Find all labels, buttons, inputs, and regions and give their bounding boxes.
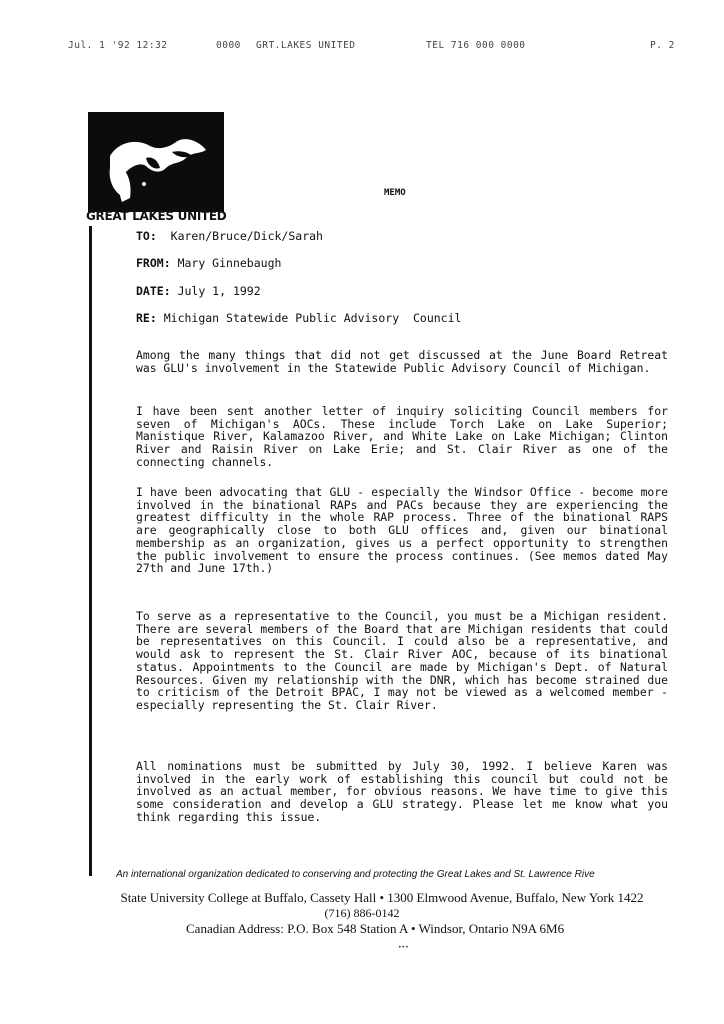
- paragraph-3: I have been advocating that GLU - especially the Windsor Office - become more involved in the binational RAPs and PACs because they are experiencing the greatest difficulty in the whole RAP process. Three of the binational RAPS are geographically close to both GLU offices and, given our binational membership as an organization, gives us a perfect opportunity to strengthen the public involvement to ensure the process continues. (See memos dated May 27th and June 17th.): [136, 485, 668, 576]
- margin-rule: [89, 226, 92, 876]
- great-lakes-map-icon: [88, 112, 224, 212]
- paragraph-4: To serve as a representative to the Council, you must be a Michigan resident. There are several members of the Board that are Michigan residents that could be representatives on this Council. I could also be a representative, and would ask to represent the St. Clair River AOC, because of its binational status. Appointments to the Council are made by Michigan's Dept. of Natural Resources. Given my relationship with the DNR, which has become strained due to criticism of the Detroit BPAC, I may not be viewed as a welcomed member - especially representing the St. Clair River.: [136, 609, 668, 712]
- re-value: Michigan Statewide Public Advisory Council: [163, 311, 462, 325]
- to-value: Karen/Bruce/Dick/Sarah: [170, 229, 323, 243]
- great-lakes-map-logo: [88, 112, 224, 212]
- footer-phone: (716) 886-0142: [324, 906, 400, 920]
- memo-from: [136, 256, 281, 270]
- memo-date: [136, 284, 261, 298]
- footer-address-us: State University College at Buffalo, Cassety Hall • 1300 Elmwood Avenue, Buffalo, New York 1422: [120, 890, 644, 905]
- date-value: July 1, 1992: [177, 284, 261, 298]
- to-label: TO:: [136, 229, 157, 243]
- fax-header: [0, 40, 724, 54]
- paragraph-2: I have been sent another letter of inquiry soliciting Council members for seven of Michigan's AOCs. These include Torch Lake on Lake Superior; Manistique River, Kalamazoo River, and White Lake on Lake Michigan; Clinton River and Raisin River on Lake Erie; and St. Clair River as one of the connecting channels.: [136, 404, 668, 469]
- memo-re: [136, 311, 461, 325]
- footer-address-canada: Canadian Address: P.O. Box 548 Station A • Windsor, Ontario N9A 6M6: [186, 921, 565, 936]
- logo-name: GREAT LAKES UNITED: [86, 209, 227, 223]
- footer-mark: •••: [398, 944, 409, 951]
- fax-tel: TEL 716 000 0000: [426, 40, 526, 51]
- fax-page: P. 2: [650, 40, 675, 51]
- fax-code: 0000: [216, 40, 241, 51]
- re-label: RE:: [136, 311, 157, 325]
- fax-sender: GRT.LAKES UNITED: [256, 40, 356, 51]
- memo-title: MEMO: [384, 188, 406, 198]
- paragraph-1: Among the many things that did not get discussed at the June Board Retreat was GLU's involvement in the Statewide Public Advisory Council of Michigan.: [136, 348, 668, 375]
- from-label: FROM:: [136, 256, 171, 270]
- paragraph-5: All nominations must be submitted by July 30, 1992. I believe Karen was involved in the early work of establishing this council but could not be involved as an actual member, for obvious reasons. We have time to give this some consideration and develop a GLU strategy. Please let me know what you think regarding this issue.: [136, 759, 668, 824]
- fax-date-time: Jul. 1 '92 12:32: [68, 40, 168, 51]
- memo-to: [136, 229, 323, 243]
- footer-tagline: An international organization dedicated to conserving and protecting the Great Lakes and St. Lawrence Rive: [116, 869, 595, 880]
- date-label: DATE:: [136, 284, 171, 298]
- from-value: Mary Ginnebaugh: [177, 256, 282, 270]
